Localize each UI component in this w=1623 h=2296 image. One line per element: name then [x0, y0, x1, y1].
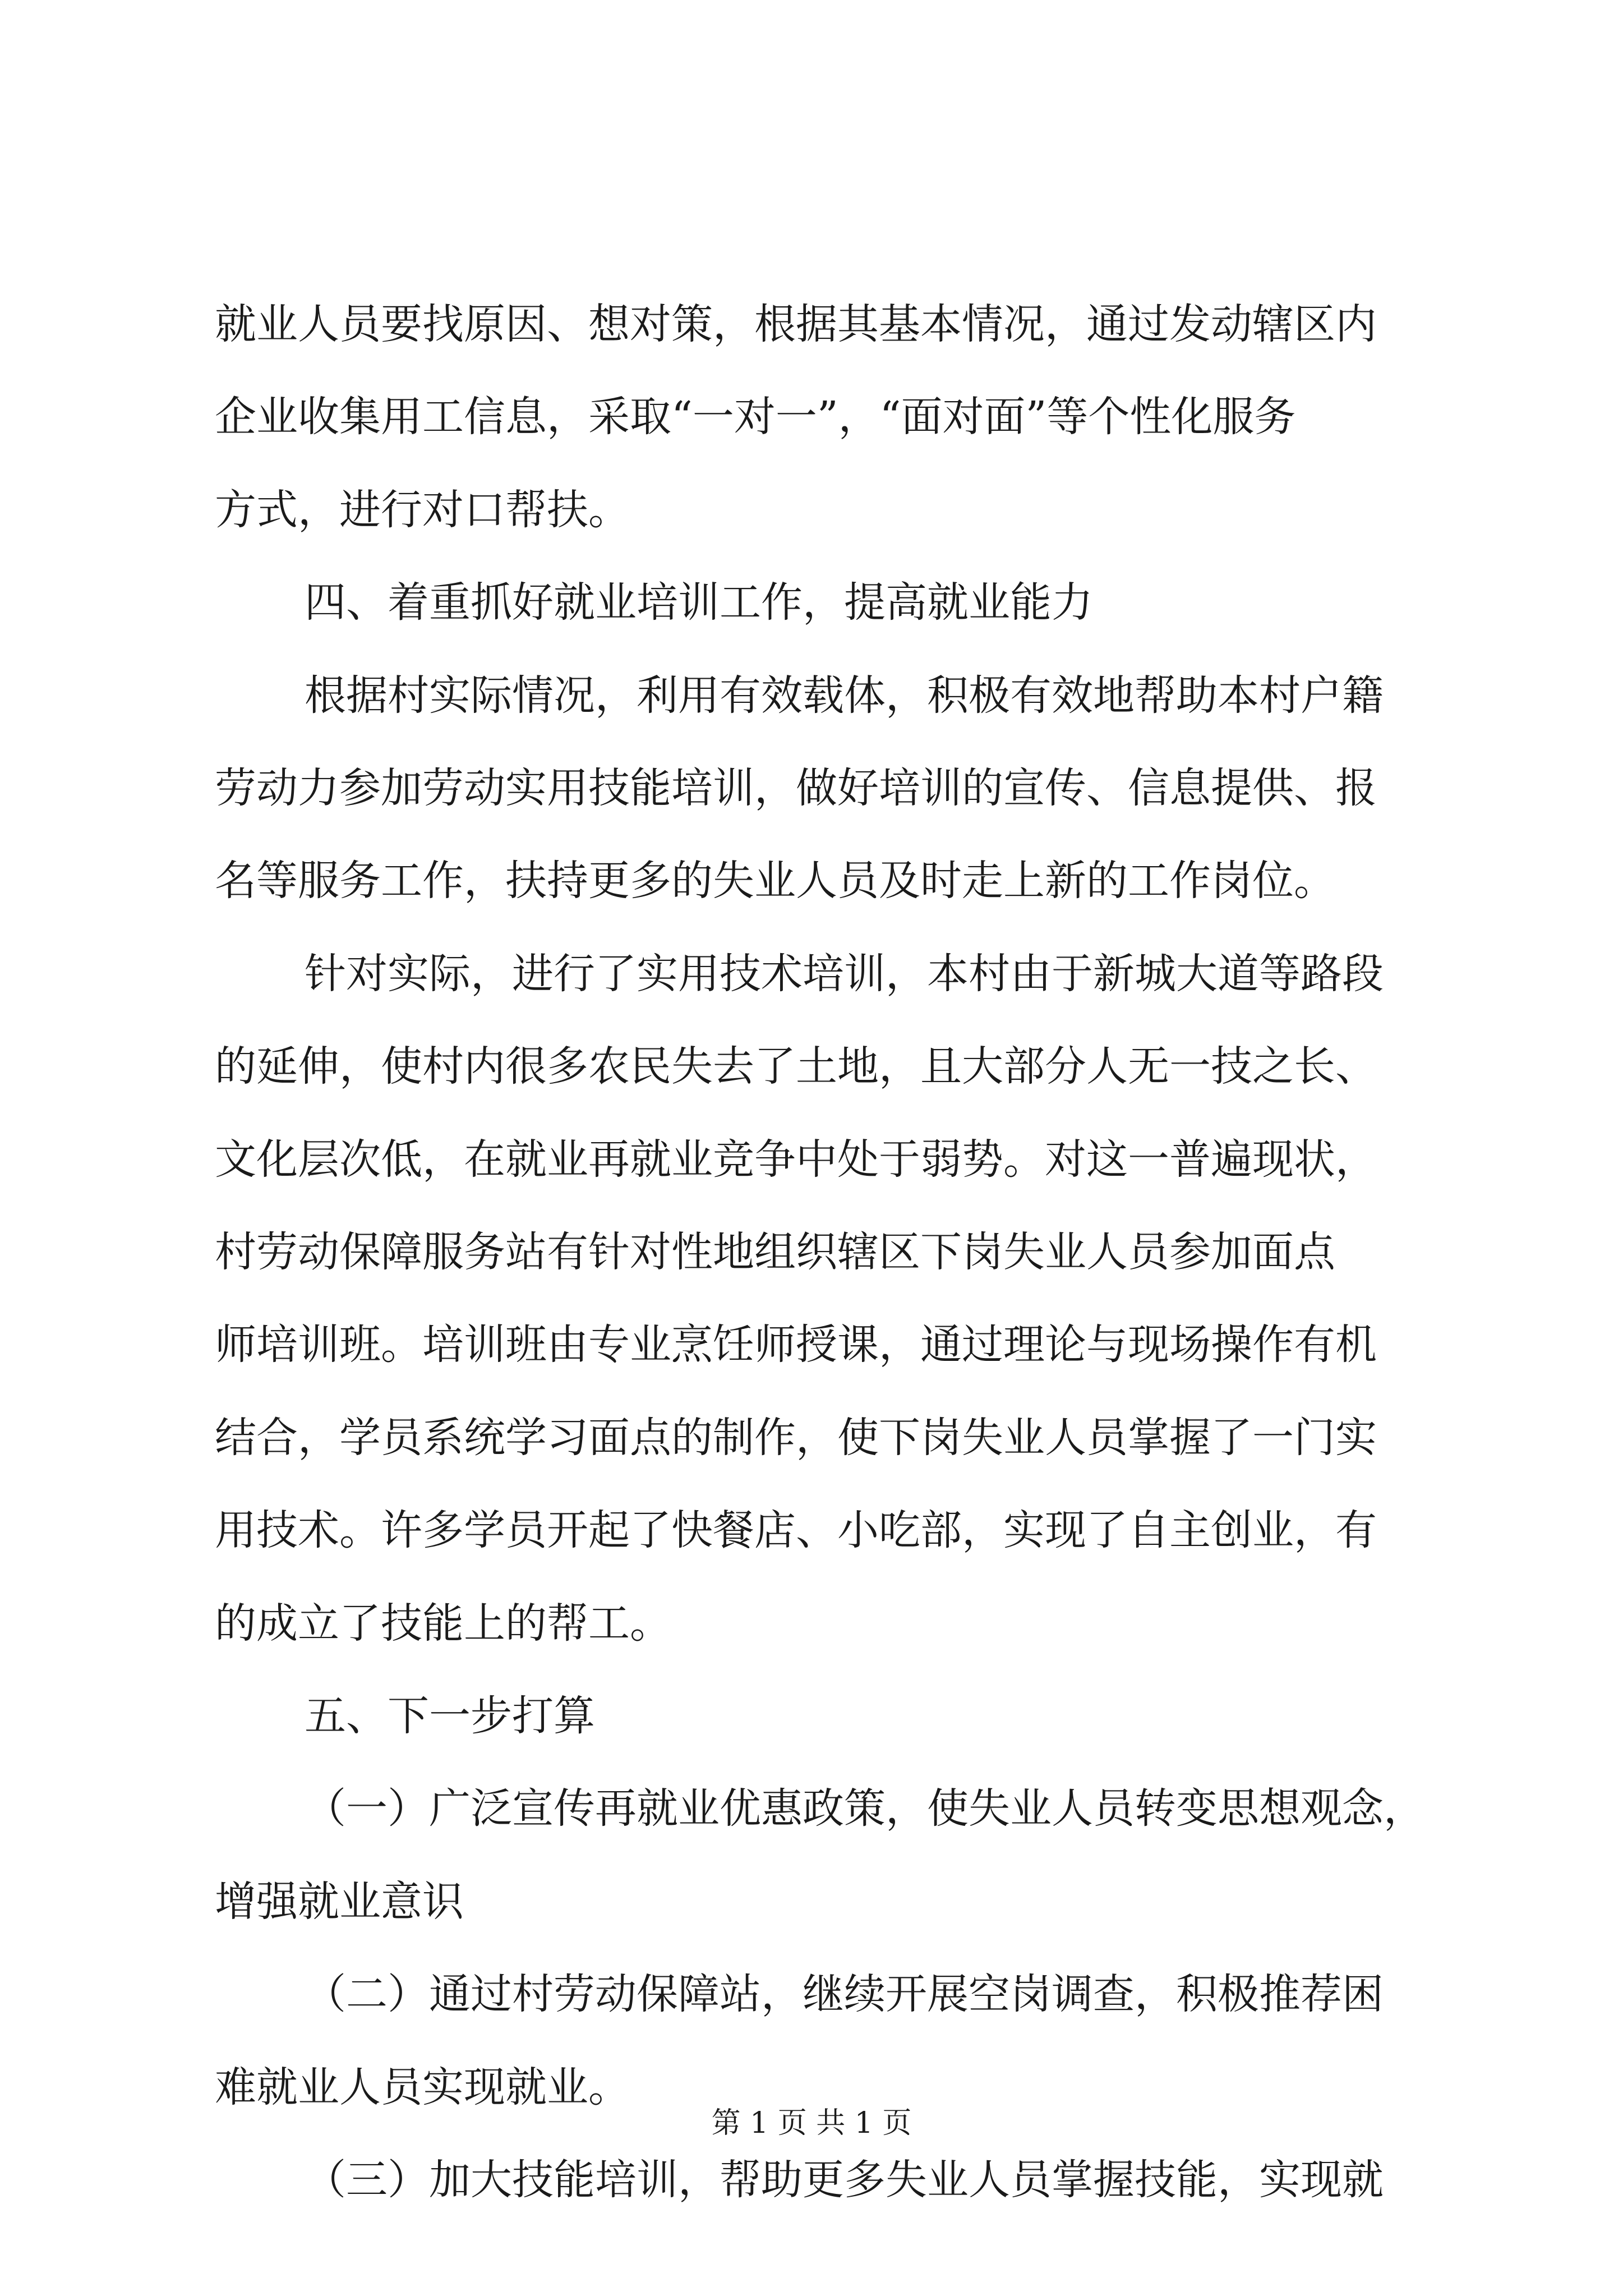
text-line: 难就业人员实现就业。 — [215, 2063, 630, 2111]
text-line: 针对实际，进行了实用技术培训，本村由于新城大道等路段 — [305, 950, 1384, 998]
text-line: 根据村实际情况，利用有效载体，积极有效地帮助本村户籍 — [305, 671, 1384, 720]
text-line: 企业收集用工信息，采取“一对一”，“面对面”等个性化服务 — [215, 393, 1296, 441]
text-line: 方式，进行对口帮扶。 — [215, 486, 630, 534]
text-line: 师培训班。培训班由专业烹饪师授课，通过理论与现场操作有机 — [215, 1320, 1377, 1369]
text-line: 的成立了技能上的帮工。 — [215, 1599, 671, 1648]
section-heading: 五、下一步打算 — [305, 1692, 595, 1740]
text-line: 劳动力参加劳动实用技能培训，做好培训的宣传、信息提供、报 — [215, 764, 1377, 812]
text-line: 就业人员要找原因、想对策，根据其基本情况，通过发动辖区内 — [215, 300, 1377, 348]
text-line: 文化层次低，在就业再就业竞争中处于弱势。对这一普遍现状， — [215, 1135, 1377, 1184]
text-line: （一）广泛宣传再就业优惠政策，使失业人员转变思想观念， — [305, 1784, 1425, 1833]
text-line: 名等服务工作，扶持更多的失业人员及时走上新的工作岗位。 — [215, 857, 1335, 905]
text-line: 村劳动保障服务站有针对性地组织辖区下岗失业人员参加面点 — [215, 1228, 1335, 1276]
text-line: （二）通过村劳动保障站，继续开展空岗调查，积极推荐困 — [305, 1970, 1384, 2018]
text-line: 的延伸，使村内很多农民失去了土地，且大部分人无一技之长、 — [215, 1042, 1377, 1091]
text-line: 结合，学员系统学习面点的制作，使下岗失业人员掌握了一门实 — [215, 1414, 1377, 1462]
text-line: 增强就业意识 — [215, 1878, 464, 1926]
section-heading: 四、着重抓好就业培训工作，提高就业能力 — [305, 578, 1093, 627]
text-line: （三）加大技能培训，帮助更多失业人员掌握技能，实现就 — [305, 2156, 1384, 2204]
text-line: 用技术。许多学员开起了快餐店、小吃部，实现了自主创业，有 — [215, 1506, 1377, 1554]
page-footer: 第 1 页 共 1 页 — [711, 2106, 912, 2140]
